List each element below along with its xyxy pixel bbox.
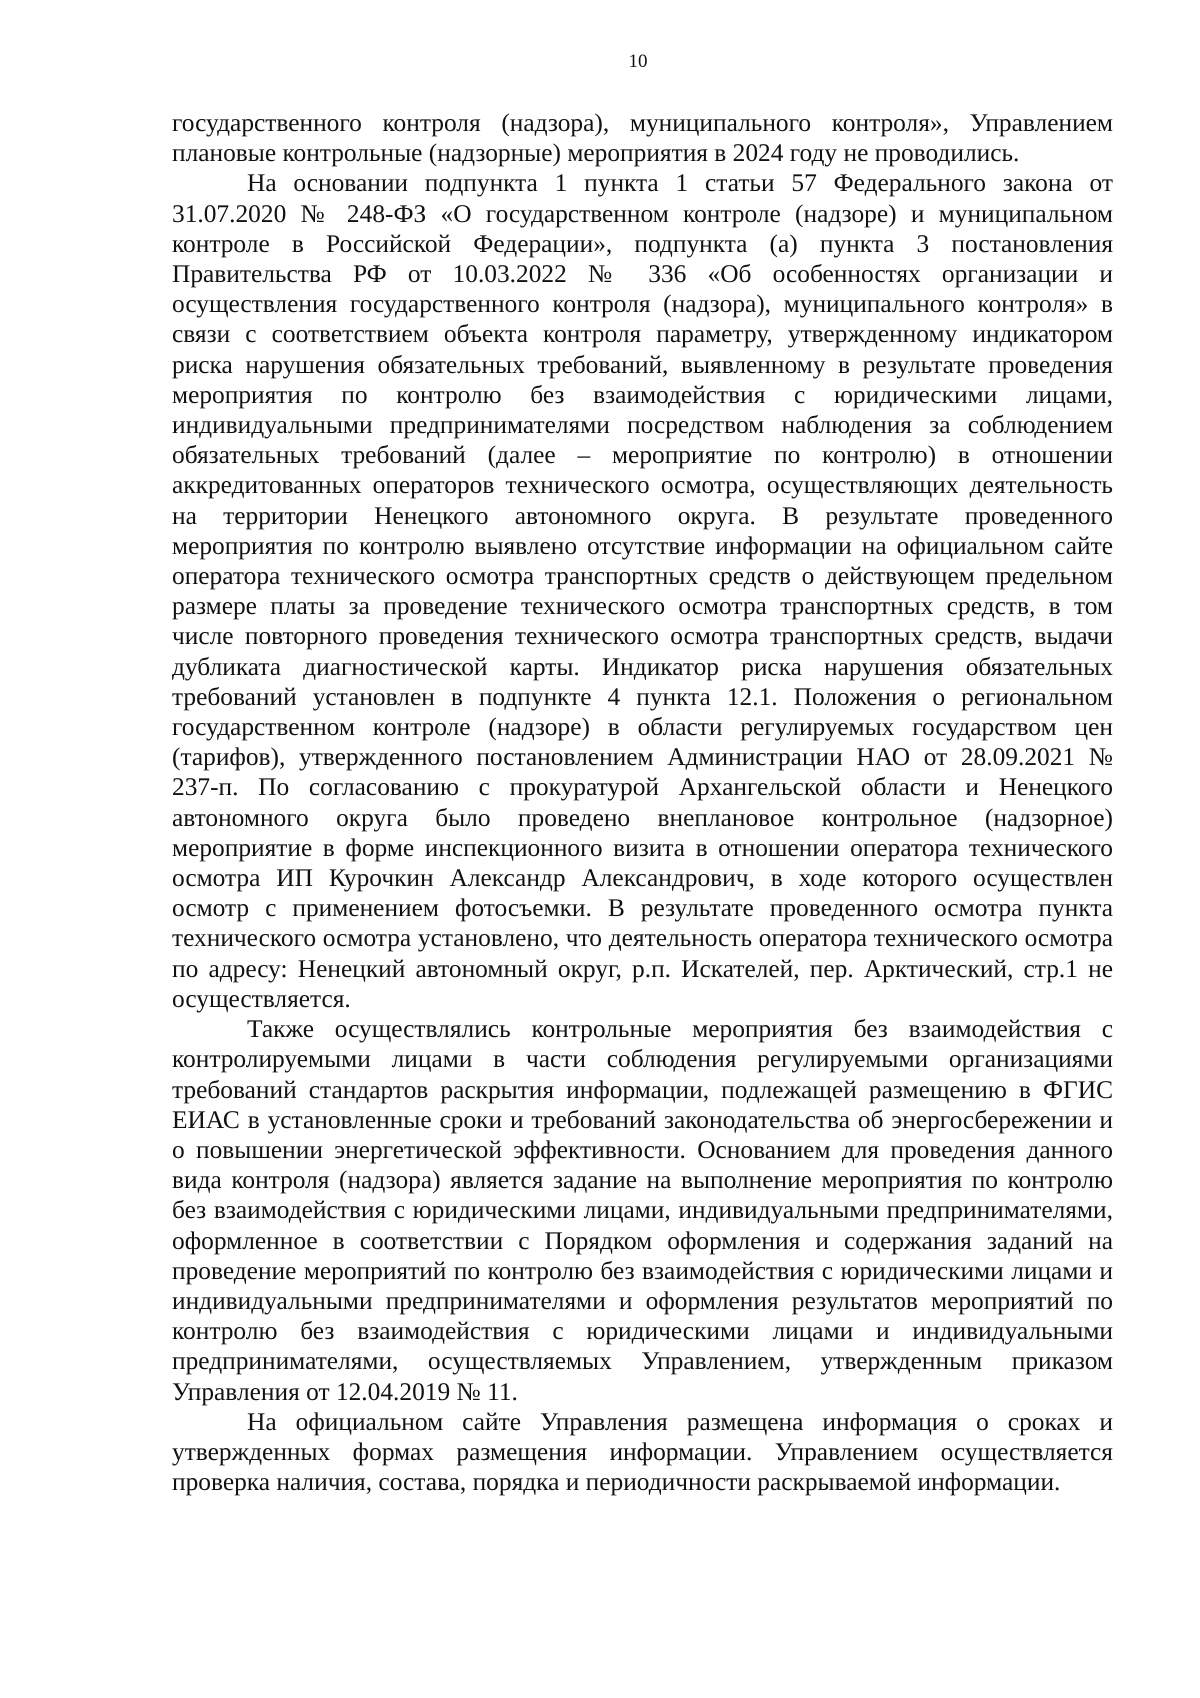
page-number: 10: [628, 51, 648, 72]
document-body: [172, 108, 1113, 1497]
paragraph-official-site: На официальном сайте Управления размещена информация о сроках и утвержденных формах размещения информации. Управлением осуществляется проверка наличия, состава, порядка и периодичности раскрываемой информации.: [172, 1407, 1113, 1497]
paragraph-disclosure-control: Также осуществлялись контрольные мероприятия без взаимодействия с контролируемыми лицами в части соблюдения регулируемыми организациями требований стандартов раскрытия информации, подлежащей размещению в ФГИС ЕИАС в установленные сроки и требований законодательства об энергосбережении и о повышении энергетической эффективности. Основанием для проведения данного вида контроля (надзора) является задание на выполнение мероприятия по контролю без взаимодействия с юридическими лицами, индивидуальными предпринимателями, оформленное в соответствии с Порядком оформления и содержания заданий на проведение мероприятий по контролю без взаимодействия с юридическими лицами и индивидуальными предпринимателями и оформления результатов мероприятий по контролю без взаимодействия с юридическими лицами и индивидуальными предпринимателями, осуществляемых Управлением, утвержденным приказом Управления от 12.04.2019 № 11.: [172, 1015, 1113, 1406]
paragraph-continuation: государственного контроля (надзора), муниципального контроля», Управлением плановые контрольные (надзорные) мероприятия в 2024 году не проводились.: [172, 109, 1113, 168]
paragraph-inspection-findings: На основании подпункта 1 пункта 1 статьи 57 Федерального закона от 31.07.2020 № 248-ФЗ «О государственном контроле (надзоре) и муниципальном контроле в Российской Федерации», подпункта (а) пункта 3 постановления Правительства РФ от 10.03.2022 № 336 «Об особенностях организации и осуществления государственного контроля (надзора), муниципального контроля» в связи с соответствием объекта контроля параметру, утвержденному индикатором риска нарушения обязательных требований, выявленному в результате проведения мероприятия по контролю без взаимодействия с юридическими лицами, индивидуальными предпринимателями посредством наблюдения за соблюдением обязательных требований (далее – мероприятие по контролю) в отношении аккредитованных операторов технического осмотра, осуществляющих деятельность на территории Ненецкого автономного округа. В результате проведенного мероприятия по контролю выявлено отсутствие информации на официальном сайте оператора технического осмотра транспортных средств о действующем предельном размере платы за проведение технического осмотра транспортных средств, в том числе повторного проведения технического осмотра транспортных средств, выдачи дубликата диагностической карты. Индикатор риска нарушения обязательных требований установлен в подпункте 4 пункта 12.1. Положения о региональном государственном контроле (надзоре) в области регулируемых государством цен (тарифов), утвержденного постановлением Администрации НАО от 28.09.2021 № 237-п. По согласованию с прокуратурой Архангельской области и Ненецкого автономного округа было проведено внеплановое контрольное (надзорное) мероприятие в форме инспекционного визита в отношении оператора технического осмотра ИП Курочкин Александр Александрович, в ходе которого осуществлен осмотр с применением фотосъемки. В результате проведенного осмотра пункта технического осмотра установлено, что деятельность оператора технического осмотра по адресу: Ненецкий автономный округ, р.п. Искателей, пер. Арктический, стр.1 не осуществляется.: [172, 169, 1113, 1013]
